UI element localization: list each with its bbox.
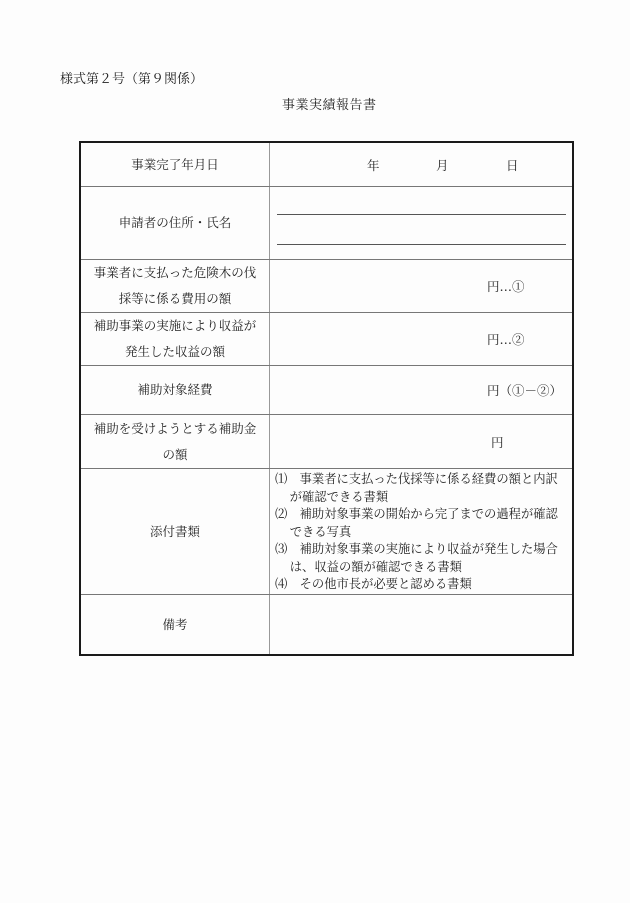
attachment-item: ⑷ その他市長が必要と認める書類 [275,577,472,591]
row-eligible-cost [81,366,572,415]
remarks-field[interactable] [270,595,572,654]
subsidy-amount-unit: 円 [491,434,504,450]
eligible-cost-field[interactable] [270,366,572,414]
form-number: 様式第２号（第９関係） [60,72,204,87]
subsidy-amount-field[interactable] [270,415,572,468]
remarks-label: 備考 [81,595,270,654]
attachments-label: 添付書類 [81,469,270,594]
revenue-unit: 円…② [487,332,525,347]
row-subsidy-amount [81,415,572,469]
attachments-list [270,469,572,596]
row-revenue [81,313,572,366]
attachment-item: ⑵ 補助対象事業の開始から完了までの過程が確認できる写真 [275,507,558,539]
row-completion-date [81,143,572,187]
row-applicant [81,187,572,260]
row-attachments [81,469,572,595]
revenue-label: 補助事業の実施により収益が 発生した収益の額 [81,313,270,365]
felling-cost-field[interactable] [270,260,572,312]
felling-cost-label: 事業者に支払った危険木の伐 採等に係る費用の額 [81,260,270,312]
row-felling-cost [81,260,572,313]
completion-date-label: 事業完了年月日 [81,143,270,186]
completion-date-field[interactable] [270,143,572,186]
document-title: 事業実績報告書 [282,98,377,113]
attachment-item: ⑶ 補助対象事業の実施により収益が発生した場合は、収益の額が確認できる書類 [275,542,558,574]
year-label: 年 [367,157,380,173]
row-remarks [81,595,572,654]
report-table [79,141,574,656]
attachment-item: ⑴ 事業者に支払った伐採等に係る経費の額と内訳が確認できる書類 [275,472,558,504]
applicant-field[interactable] [270,187,572,259]
name-line[interactable] [277,244,566,245]
eligible-cost-unit: 円（①－②） [487,383,563,398]
eligible-cost-label: 補助対象経費 [81,366,270,414]
day-label: 日 [506,157,519,173]
applicant-label: 申請者の住所・氏名 [81,187,270,259]
address-line[interactable] [277,214,566,215]
subsidy-amount-label: 補助を受けようとする補助金 の額 [81,415,270,468]
month-label: 月 [436,157,449,173]
felling-cost-unit: 円…① [487,279,525,294]
revenue-field[interactable] [270,313,572,365]
